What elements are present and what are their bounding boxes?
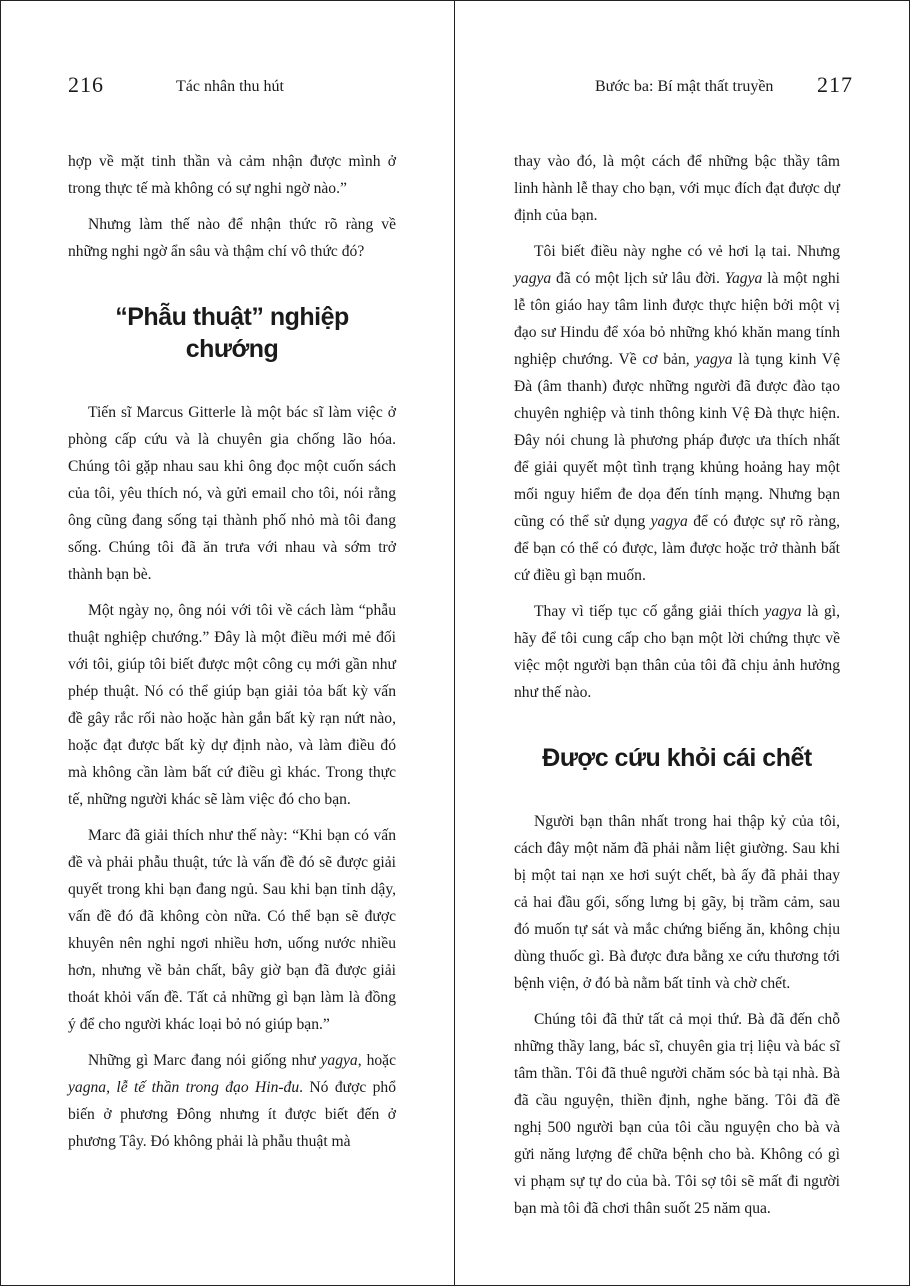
section-heading: Được cứu khỏi cái chết: [542, 744, 812, 772]
text-run: , hoặc: [357, 1052, 397, 1069]
text-run: là một nghi lễ tôn giáo hay tâm linh được thực hiện bởi một vị đạo sư Hindu để xóa bỏ những khó khăn mang tính nghiệp chướng. Về cơ bản,: [514, 270, 840, 368]
right-page-body: [514, 148, 840, 1231]
paragraph: Người bạn thân nhất trong hai thập kỷ của tôi, cách đây một năm đã phải nằm liệt giường. Sau khi bị một tai nạn xe hơi suýt chết, bà ấy đã phải thay cả hai đầu gối, sống lưng bị gãy, bị trầm cảm, sau đó muốn tự sát và mắc chứng biếng ăn, không chịu dùng thuốc gì. Bà được đưa bằng xe cứu thương tới bệnh viện, ở đó bà nằm bất tỉnh và chờ chết.: [514, 813, 840, 992]
italic-term: yagya: [514, 270, 552, 287]
running-head: Bước ba: Bí mật thất truyền: [595, 78, 774, 95]
paragraph: [68, 1047, 396, 1155]
italic-term: yagya: [764, 603, 802, 620]
text-run: đã có một lịch sử lâu đời.: [551, 270, 725, 287]
paragraph: Chúng tôi đã thử tất cả mọi thứ. Bà đã đến chỗ những thầy lang, bác sĩ, chuyên gia trị liệu và bác sĩ tâm thần. Tôi đã thuê người chăm sóc bà tại nhà. Bà đã cầu nguyện, thiền định, nghe băng. Tôi đã đề nghị 500 người bạn của tôi cầu nguyện cho bà và gửi năng lượng để chữa bệnh cho bà. Không có gì vi phạm sự tự do của bà. Tôi sợ tôi sẽ mất đi người bạn mà tôi đã chơi thân suốt 25 năm qua.: [514, 1011, 840, 1217]
paragraph: thay vào đó, là một cách để những bậc thầy tâm linh hành lễ thay cho bạn, với mục đích đạt được dự định của bạn.: [514, 153, 840, 224]
text-run: là tụng kinh Vệ Đà (âm thanh) được những người đã được đào tạo chuyên nghiệp và tinh thông kinh Vệ Đà thực hiện. Đây nói chung là phương pháp được ưa thích nhất để giải quyết một tình trạng khủng hoảng hay một mối nguy hiểm đe dọa đến tính mạng. Nhưng bạn cũng có thể sử dụng: [514, 351, 840, 530]
italic-term: Yagya: [724, 270, 763, 287]
left-page: [0, 0, 454, 1286]
right-page: [455, 0, 910, 1286]
section-heading: “Phẫu thuật” nghiệp chướng: [115, 303, 349, 363]
paragraph: [514, 238, 840, 589]
italic-term: yagya: [695, 351, 733, 368]
text-run: là gì, hãy để tôi cung cấp cho bạn một lời chứng thực về việc một người bạn thân của tôi đã chịu ảnh hưởng như thế nào.: [514, 603, 840, 701]
left-page-body: [68, 148, 396, 1164]
text-run: Tôi biết điều này nghe có vẻ hơi lạ tai. Nhưng: [534, 243, 840, 260]
text-run: Thay vì tiếp tục cố gắng giải thích: [534, 603, 765, 620]
paragraph: Một ngày nọ, ông nói với tôi về cách làm “phẫu thuật nghiệp chướng.” Đây là một điều mới mẻ đối với tôi, giúp tôi biết được một công cụ mới gần như phép thuật. Nó có thể giúp bạn giải tỏa bất kỳ vấn đề gây rắc rối nào hoặc hàn gắn bất kỳ rạn nứt nào, hoặc đạt được bất kỳ dự định nào, và làm điều đó mà không cần làm bất cứ điều gì khác. Trong thực tế, những người khác sẽ làm việc đó cho bạn.: [68, 602, 396, 808]
paragraph: [514, 598, 840, 706]
text-run: để có được sự rõ ràng, để bạn có thể có được, làm được hoặc trở thành bất cứ điều gì bạn muốn.: [514, 513, 841, 584]
italic-term: yagna, lễ tế thần trong đạo Hin-đu: [68, 1079, 300, 1096]
page-number: 217: [817, 72, 853, 97]
paragraph: Nhưng làm thế nào để nhận thức rõ ràng về những nghi ngờ ẩn sâu và thậm chí vô thức đó?: [68, 216, 396, 260]
paragraph: Marc đã giải thích như thế này: “Khi bạn có vấn đề và phải phẫu thuật, tức là vấn đề đó sẽ được giải quyết trong khi bạn đang ngủ. Sau khi bạn tỉnh dậy, vấn đề đó đã không còn nữa. Có thể bạn sẽ được khuyên nên nghỉ ngơi nhiều hơn, uống nước nhiều hơn, nhưng về bản chất, bây giờ bạn đã được giải thoát khỏi vấn đề. Tất cả những gì bạn làm là đồng ý để cho người khác loại bỏ nó giúp bạn.”: [68, 827, 396, 1033]
italic-term: yagya: [320, 1052, 358, 1069]
paragraph: Tiến sĩ Marcus Gitterle là một bác sĩ làm việc ở phòng cấp cứu và là chuyên gia chống lão hóa. Chúng tôi gặp nhau sau khi ông đọc một cuốn sách của tôi, yêu thích nó, và gửi email cho tôi, nói rằng ông cũng đang sống tại thành phố nhỏ mà tôi đang sống. Chúng tôi đã ăn trưa với nhau và sớm trở thành bạn bè.: [68, 404, 396, 583]
paragraph: hợp về mặt tinh thần và cảm nhận được mình ở trong thực tế mà không có sự nghi ngờ nào.”: [68, 153, 396, 197]
running-head: Tác nhân thu hút: [176, 78, 284, 95]
text-run: Những gì Marc đang nói giống như: [88, 1052, 321, 1069]
italic-term: yagya: [650, 513, 688, 530]
text-run: . Nó được phổ biến ở phương Đông nhưng ít được biết đến ở phương Tây. Đó không phải là phẫu thuật mà: [68, 1079, 396, 1150]
page-number: 216: [68, 72, 104, 97]
